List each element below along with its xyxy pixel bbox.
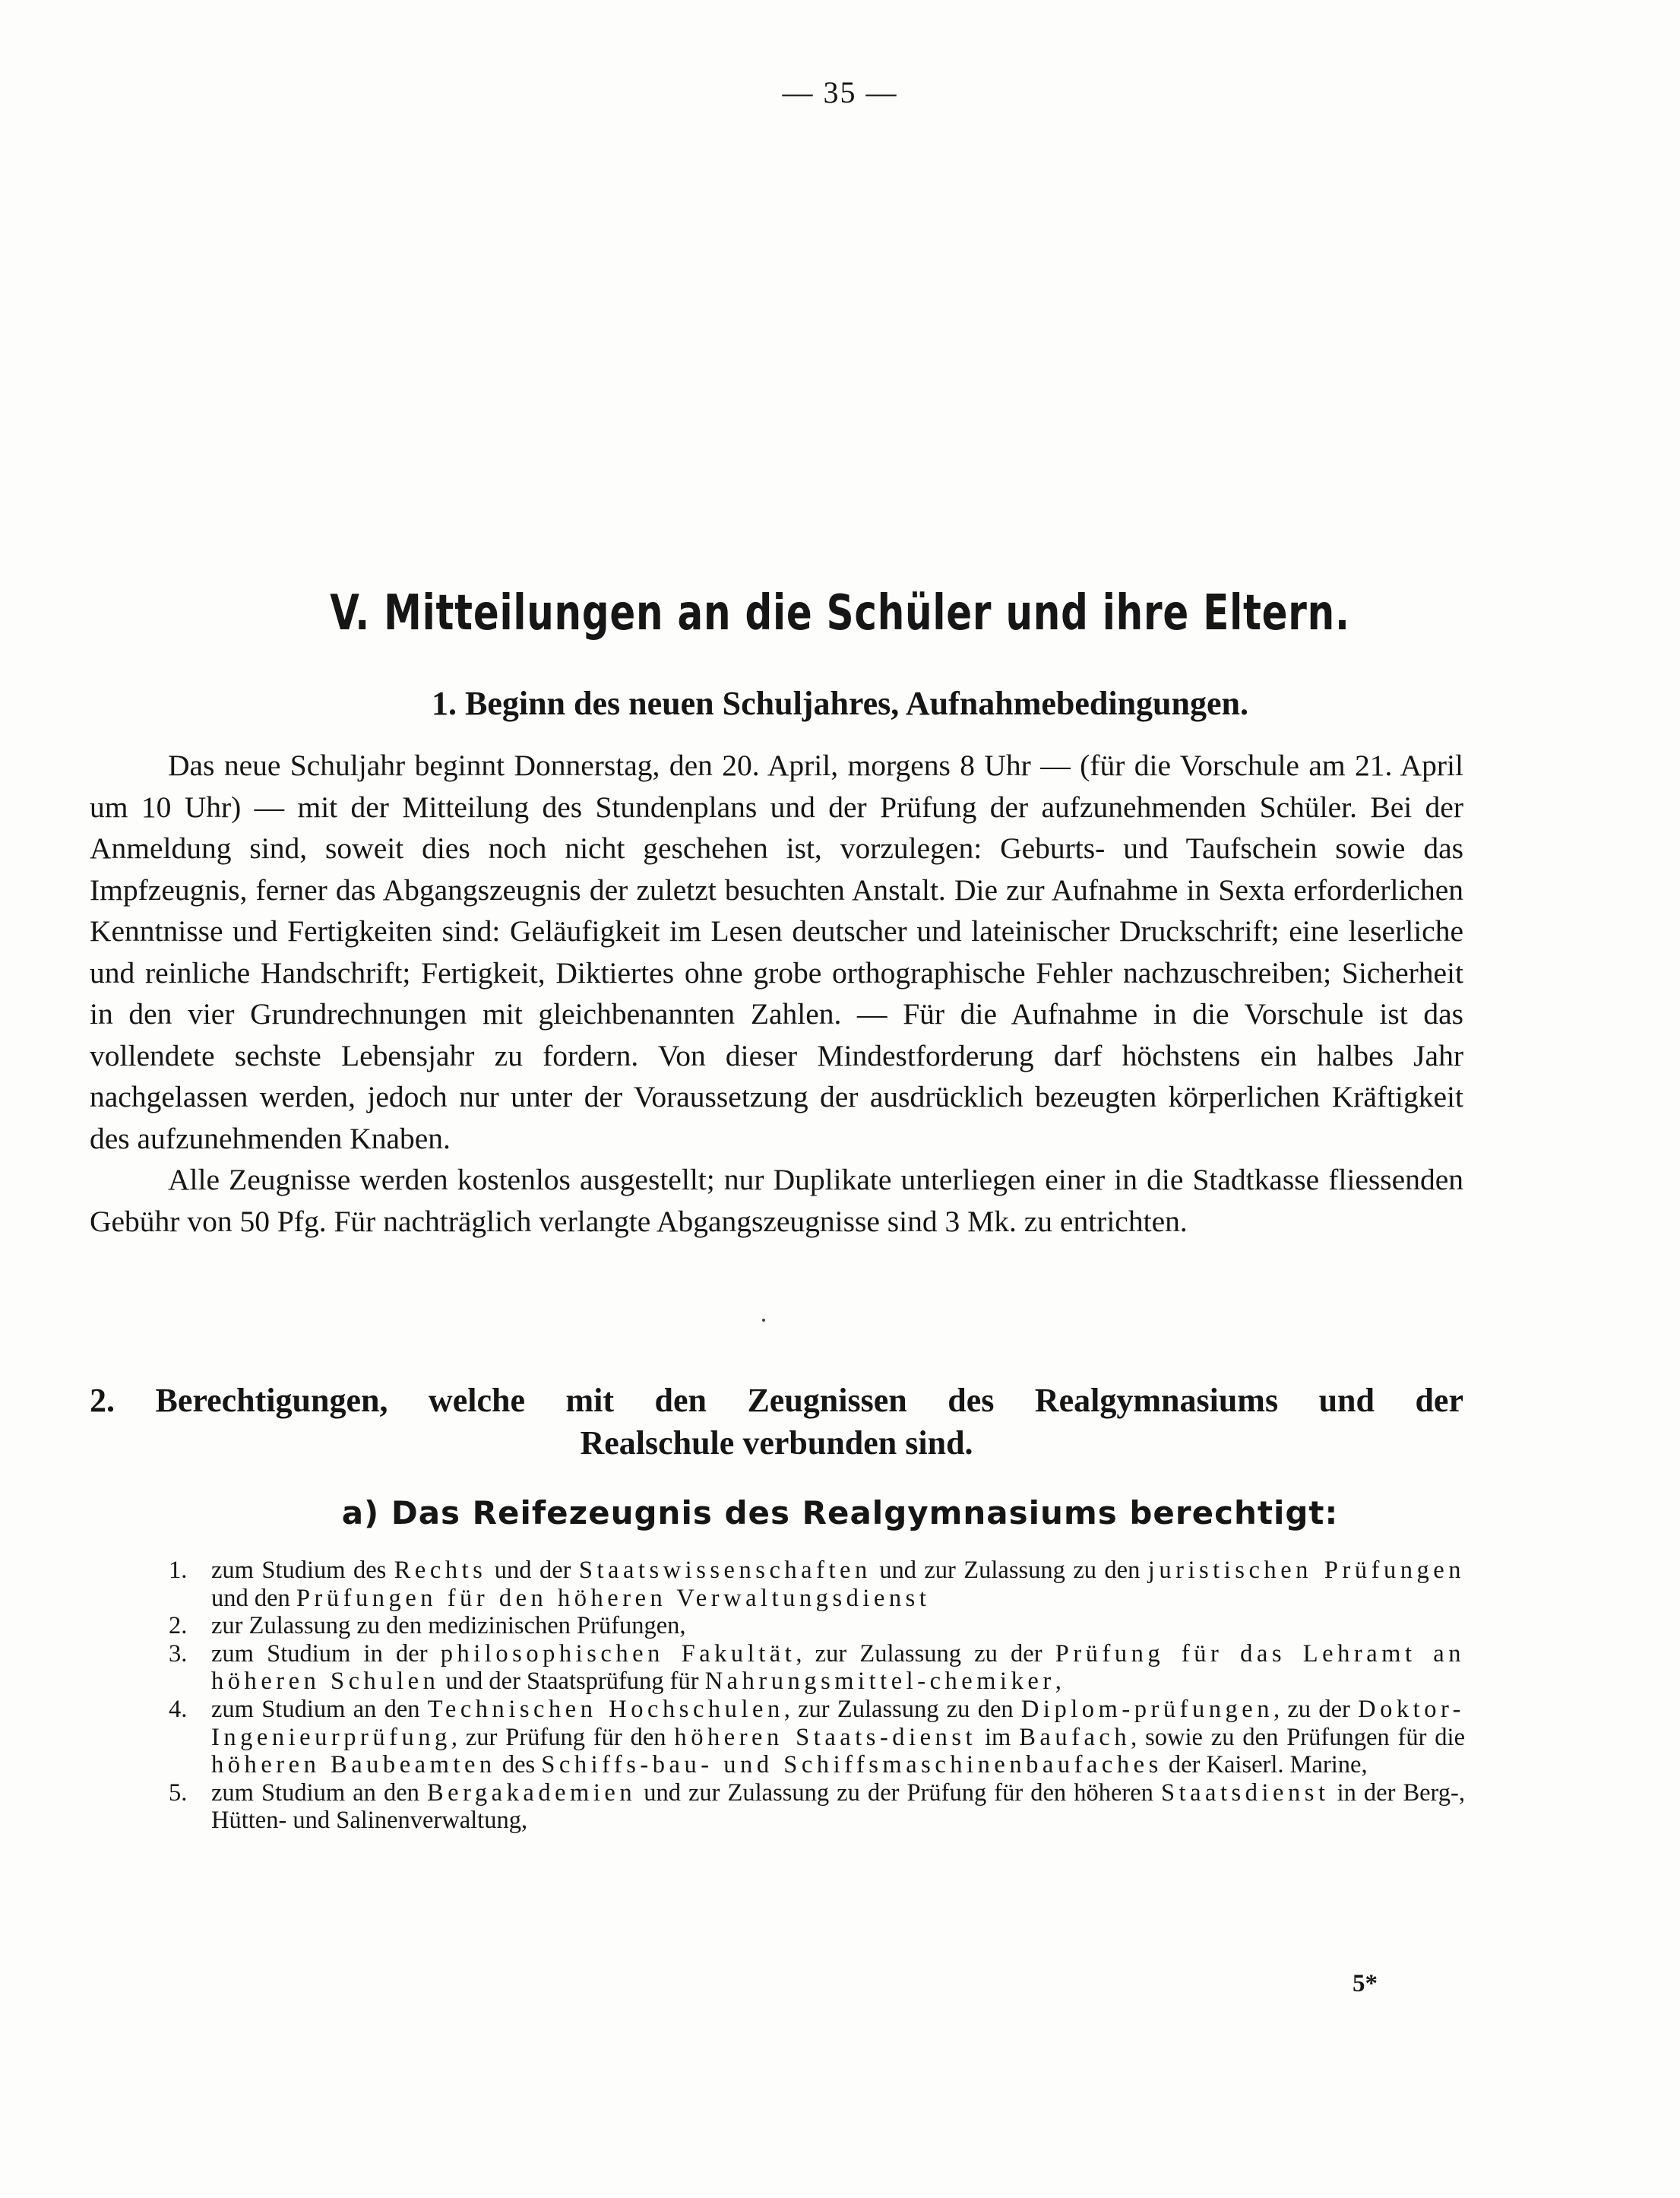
page-number: — 35 — — [782, 75, 898, 109]
list-item-text: zur Zulassung zu den medizinischen Prüfungen, — [211, 1612, 686, 1640]
list-item-text: , zur Zulassung zu den — [783, 1695, 1021, 1723]
section-2-heading — [90, 1379, 1463, 1465]
signature-mark: 5* — [1353, 1970, 1378, 1997]
list-item-text: zum Studium an den — [211, 1778, 427, 1807]
entitlement-list — [90, 1557, 1465, 1835]
spaced-term: Rechts — [394, 1557, 487, 1584]
list-item — [90, 1557, 1465, 1612]
paragraph: Das neue Schuljahr beginnt Donnerstag, den 20. April, morgens 8 Uhr — (für die Vorschule am 21. April um 10 Uhr) — mit der Mitteilung des Stundenplans und der Prüfung der aufzunehmenden Schüler. Bei der Anmeldung sind, soweit dies noch nicht geschehen ist, vorzulegen: Geburts- und Taufschein sowie das Impfzeugnis, ferner das Abgangszeugnis der zuletzt besuchten Anstalt. Die zur Aufnahme in Sexta erforderlichen Kenntnisse und Fertigkeiten sind: Geläufigkeit im Lesen deutscher und lateinischer Druckschrift; eine leserliche und reinliche Handschrift; Fertigkeit, Diktiertes ohne grobe orthographische Fehler nachzuschreiben; Sicherheit in den vier Grundrechnungen mit gleichbenannten Zahlen. — Für die Aufnahme in die Vorschule ist das vollendete sechste Lebensjahr zu fordern. Von dieser Mindestforderung darf höchstens ein halbes Jahr nachgelassen werden, jedoch nur unter der Voraussetzung der ausdrücklich bezeugten körperlichen Kräftigkeit des aufzunehmenden Knaben. — [90, 749, 1463, 1155]
list-item — [90, 1640, 1465, 1696]
list-item-text: zum Studium an den — [211, 1695, 428, 1723]
spaced-term: juristischen Prüfungen — [1147, 1557, 1465, 1584]
spaced-term: höheren Staats-dienst — [674, 1723, 977, 1751]
list-item-text: , sowie zu den Prüfungen für die — [1131, 1723, 1465, 1751]
spaced-term: Prüfung für das Lehramt an höheren Schulen — [211, 1639, 1465, 1696]
list-item-number: 4. — [169, 1695, 188, 1723]
list-item-text: , — [1055, 1668, 1061, 1696]
list-item-text: und zur Zulassung zu den — [871, 1557, 1148, 1584]
spaced-term: Baufach — [1019, 1723, 1131, 1751]
list-item-text: , zu der — [1273, 1695, 1359, 1723]
paragraph: Alle Zeugnisse werden kostenlos ausgestellt; nur Duplikate unterliegen einer in die Stadtkasse fliessenden Gebühr von 50 Pfg. Für nachträglich verlangte Abgangszeugnisse sind 3 Mk. zu entrichten. — [90, 1163, 1463, 1238]
list-item-text: in der Berg-, Hütten- und Salinenverwaltung, — [211, 1778, 1465, 1835]
section-1-body — [90, 745, 1463, 1242]
list-item-text: und zur Zulassung zu der Prüfung für den höheren — [636, 1778, 1161, 1807]
list-item — [90, 1779, 1465, 1835]
list-item-text: und der — [486, 1557, 579, 1584]
spaced-term: Prüfungen für den höheren Verwaltungsdienst — [296, 1584, 931, 1612]
list-item-text: zum Studium des — [211, 1557, 394, 1584]
spaced-term: Staatswissenschaften — [578, 1557, 872, 1584]
spaced-term: Diplom-prüfungen — [1020, 1695, 1273, 1723]
spaced-term: Schiffs-bau- und Schiffsmaschinenbaufaches — [541, 1751, 1163, 1779]
section-1-heading: 1. Beginn des neuen Schuljahres, Aufnahmebedingungen. — [431, 685, 1248, 722]
spaced-term: Nahrungsmittel-chemiker — [704, 1668, 1055, 1696]
list-item-text: und der Staatsprüfung für — [439, 1668, 705, 1696]
section-2-heading-line: 2. Berechtigungen, welche mit den Zeugnissen des Realgymnasiums und der — [90, 1382, 1463, 1419]
list-item-number: 5. — [169, 1778, 188, 1807]
list-item-text: , zur Zulassung zu der — [796, 1639, 1055, 1668]
spaced-term: Technischen Hochschulen — [427, 1695, 784, 1723]
list-item-text: im — [976, 1723, 1020, 1751]
list-item-text: zum Studium in der — [211, 1639, 441, 1668]
spaced-term: Doktor-Ingenieurprüfung — [211, 1695, 1466, 1751]
spaced-term: Staatsdienst — [1160, 1778, 1330, 1807]
list-item-text: , zur Prüfung für den — [451, 1723, 675, 1751]
spaced-term: philosophischen Fakultät — [440, 1639, 796, 1668]
list-item-number: 2. — [169, 1612, 188, 1640]
list-item-text: des — [495, 1751, 542, 1779]
list-item-number: 1. — [169, 1557, 188, 1584]
print-speck — [762, 1319, 765, 1322]
spaced-term: Bergakademien — [426, 1778, 637, 1807]
list-item — [90, 1696, 1465, 1779]
chapter-title: V. Mitteilungen an die Schüler und ihre Eltern. — [330, 585, 1350, 641]
section-2-heading-line: Realschule verbunden sind. — [580, 1424, 973, 1462]
list-item — [90, 1612, 1465, 1640]
list-item-number: 3. — [169, 1639, 188, 1668]
list-item-text: der Kaiserl. Marine, — [1162, 1751, 1368, 1779]
list-item-text: und den — [211, 1584, 296, 1612]
spaced-term: höheren Baubeamten — [211, 1751, 496, 1779]
subsection-a-heading: a) Das Reifezeugnis des Realgymnasiums berechtigt: — [341, 1494, 1339, 1531]
